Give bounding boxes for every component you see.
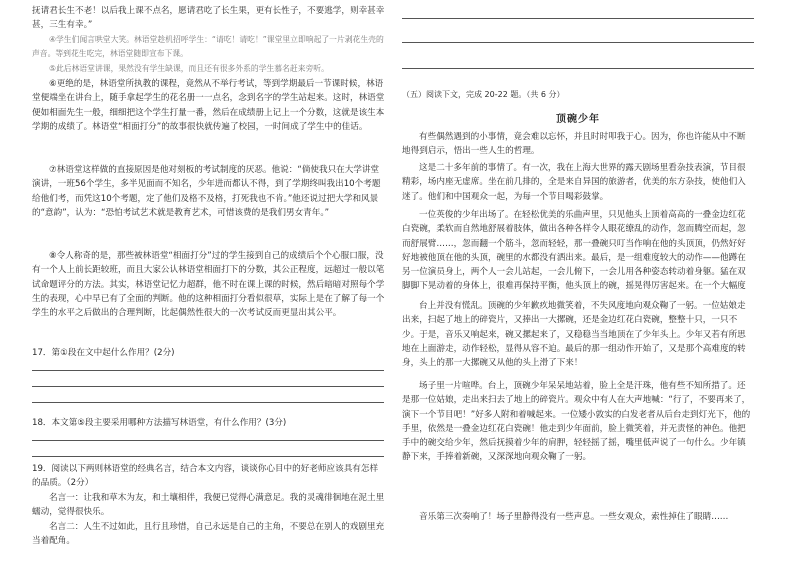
question-17: 17．第①段在文中起什么作用？(2分) — [32, 348, 175, 358]
paragraph-8: ⑧令人称奇的是，那些被林语堂“相面打分”过的学生接到自己的成绩后个个心服口服，没有一个人上前长距较班，而且大家公认林语堂相面打下的分数，其公正程度，远超过一般以笔试命题评分的方法。其实，林语堂记忆力超群，他不时在课上课的时候，然后暗暗对照每个学生的表现，心中早已有了全面的判断。他的这种相面打分看似很草，实际上是在了解了每一个学生的水平之后做出的合理判断，比起偶然性很大的一次考试反而更显出其公平。 — [32, 251, 385, 319]
paragraph-5: ⑤此后林语堂讲课，果然没有学生缺课，而且还有很多外系的学生慕名赶来旁听。 — [49, 64, 329, 73]
paragraph-7: ⑦林语堂这样做的直接原因是他对刻板的考试制度的厌恶。他说：“倘使我只在大学讲堂演讲，一班56个学生，多半见面而不知名，少年进而都认不得，到了学期终叫我出10个考题给他们考，而凭这10个考题，定了他们及格不及格，打死我也不肯。”他还说过把大学和风景的“意韵”，认为：“恐怕考试艺术就是教育艺术，可惜该费的是我们男女青年。” — [32, 165, 381, 218]
answer-line[interactable] — [402, 68, 754, 69]
answer-line[interactable] — [32, 456, 384, 457]
article-paragraph-5: 场子里一片喧哗。台上，顶碗少年呆呆地站着，脸上全是汗珠，他有些不知所措了。还是那一位姑娘，走出来扫去了地上的碎瓷片。观众中有人在大声地喊：“行了，不要再来了，演下一个节目吧！”好多人附和着喊起来。一位矮小敦实的白发老者从后台走到灯光下，他的手里，依然是一叠金边红花白瓷碗！他走到少年面前，脸上微笑着，并无责怪的神色。他把手中的碗交给少年，然后抚摸着少年的肩胛，轻轻摇了摇，嘴里低声说了一句什么。少年镇静下来，手捧着新碗，又深深地向观众鞠了一躬。 — [402, 381, 751, 463]
paragraph-4: ④学生们闻言哄堂大笑。林语堂趁机招呼学生：“请吃！请吃！”课堂里立即响起了一片剥花生壳的声音。等到花生吃完，林语堂随即宣布下课。 — [32, 35, 384, 59]
section-5-heading: （五）阅读下文，完成 20-22 题。（共 6 分） — [402, 90, 565, 99]
answer-line[interactable] — [32, 370, 384, 371]
question-18: 18．本文第⑤段主要采用哪种方法描写林语堂，有什么作用？(3分) — [32, 418, 287, 428]
answer-line[interactable] — [402, 42, 754, 43]
answer-line[interactable] — [402, 18, 754, 19]
article-title: 顶碗少年 — [556, 114, 600, 125]
paragraph-3-end: 抚请君长生不老！以后我上课不点名，愿请君吃了长生果，更有长性子，不要逃学，则幸甚幸甚，三生有幸。” — [32, 6, 385, 31]
article-paragraph-1: 有些偶然遇到的小事情，竟会难以忘怀，并且时时叩我于心。因为，你也许能从中不断地得到启示，悟出一些人生的哲理。 — [402, 132, 746, 157]
question-19: 19．阅读以下两则林语堂的经典名言，结合本文内容，谈谈你心目中的好老师应该具有怎样的品质。（2分） — [32, 464, 379, 489]
answer-line[interactable] — [32, 440, 384, 441]
article-paragraph-2: 这是二十多年前的事情了。有一次，我在上海大世界的露天剧场里看杂技表演，节目很精彩，场内座无虚席。坐在前几排的，全是来自异国的旅游者，优美的东方杂技，使他们入迷了。他们和中国观众一起，为每一个节目喝彩鼓掌。 — [402, 163, 746, 202]
answer-line[interactable] — [32, 386, 384, 387]
answer-line[interactable] — [32, 402, 384, 403]
article-paragraph-3: 一位英俊的少年出场了。在轻松优美的乐曲声里，只见他头上顶着高高的一叠金边红花白瓷碗，柔软而自然地舒展着肢体，做出各种各样令人眼花缭乱的动作，忽而腾空而起，忽而舒展臂……，忽而翻一个筋斗，忽而轻轻，那一叠碗只叮当作响在他的头顶顶，仍然好好好地被他顶在他的头顶，碗里的水都没有洒出来。最后，是一组难度较大的动作——他蹲在另一位演员身上，两个人一会儿站起，一会儿俯下，一会儿用各种姿态转动着身躯。猛在双脚脚下晃动着的身体上，很难再保持平衡，他头顶上的碗，摇晃得厉害起来。在一个大幅度 — [402, 210, 746, 292]
quote-1: 名言一：让我和草木为友，和土壤相伴，我便已觉得心满意足。我的灵魂徘徊地在泥土里蠕动，觉得很快乐。 — [32, 493, 385, 518]
paragraph-6: ⑥更绝的是，林语堂所执教的课程，竟然从不举行考试，等到学期最后一节课时候，林语堂便端坐在讲台上，随手拿起学生的花名册一一点名，念到名字的学生站起来。这时，林语堂便如相面先生一般，细细把这个学生打量一番，然后在成绩册上记上一个分数，这就是该生本学期的成绩了。林语堂“相面打分”的故事很快就传遍了校园，一时间成了学生中的佳话。 — [32, 79, 385, 132]
article-paragraph-4: 台上并没有慌乱。顶碗的少年歉疚地微笑着，不失风度地向观众鞠了一躬。一位姑娘走出来，扫起了地上的碎瓷片，又捧出一大摞碗，还是金边红花白瓷碗，整整十只，一只不少。于是，音乐又响起来，碗又摞起来了，又稳稳当当地顶在了少年头上。少年又若有所思地在上面游走，动作轻松，显得从容不迫。最后的那一组动作开始了，又是那个高难度的转身，头上的那一大摞碗又从他的头上滑了下来！ — [402, 301, 746, 369]
quote-2: 名言二：人生不过如此，且行且珍惜，自己永远是自己的主角，不要总在别人的戏剧里充当着配角。 — [32, 522, 385, 547]
article-paragraph-6: 音乐第三次奏响了！场子里静得没有一些声息。一些女观众，索性掉住了眼睛…… — [419, 512, 729, 522]
